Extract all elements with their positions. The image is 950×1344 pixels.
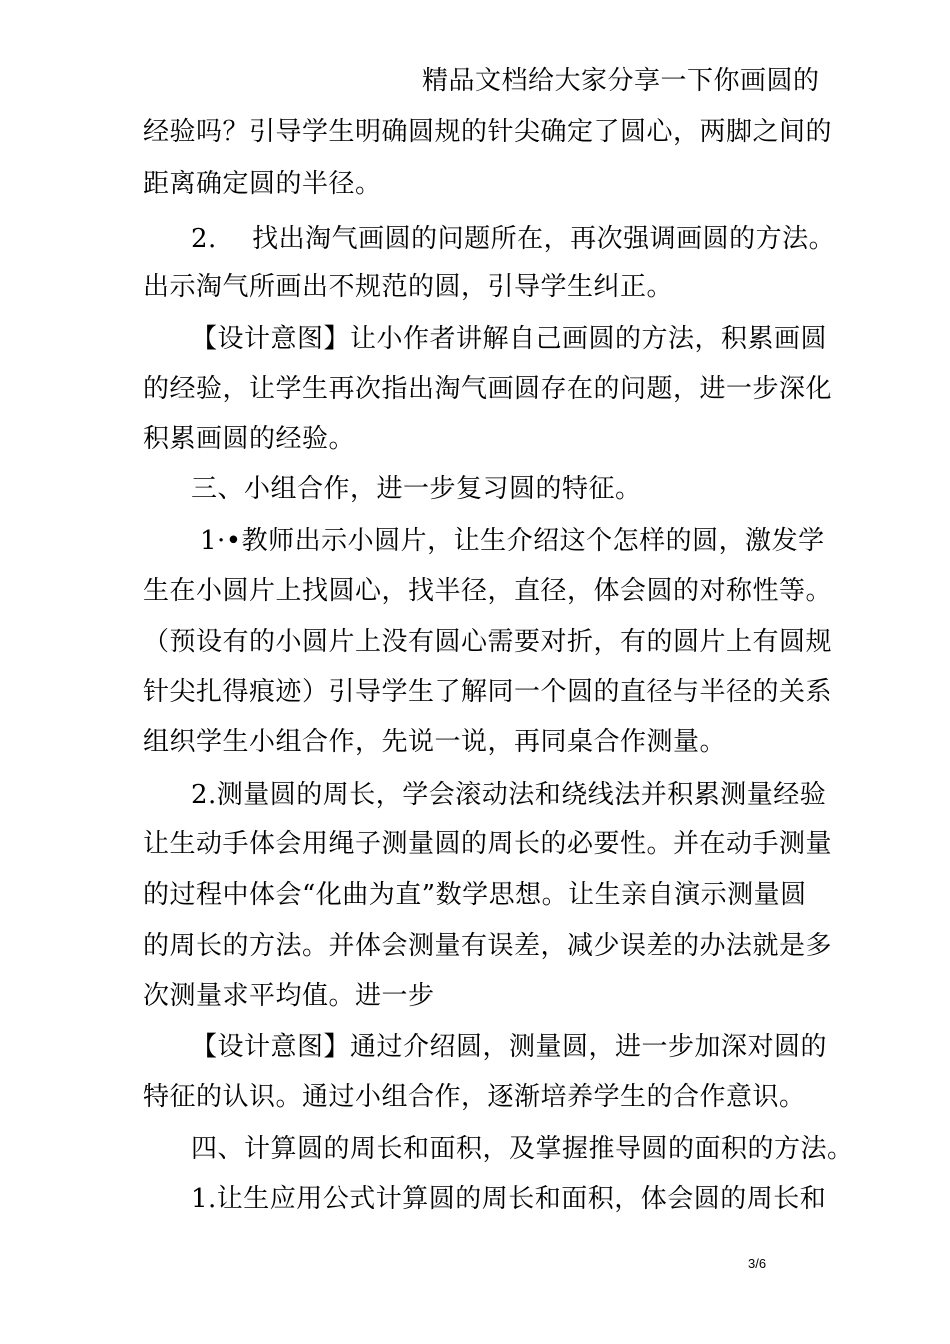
text-line: 出示淘气所画出不规范的圆，引导学生纠正。 (143, 272, 674, 302)
page-number: 3/6 (748, 1256, 767, 1271)
text-line: 1·•教师出示小圆片，让生介绍这个怎样的圆，激发学 (200, 526, 825, 556)
text-line: 组织学生小组合作，先说一说，再同桌合作测量。 (143, 727, 727, 757)
text-line: 【设计意图】通过介绍圆，测量圆，进一步加深对圆的 (191, 1032, 828, 1062)
text-line: 的经验，让学生再次指出淘气画圆存在的问题，进一步深化 (143, 374, 833, 404)
text-line: 生在小圆片上找圆心，找半径，直径，体会圆的对称性等。 (143, 576, 833, 606)
text-line: 特征的认识。通过小组合作，逐渐培养学生的合作意识。 (143, 1082, 806, 1112)
text-line: 的过程中体会“化曲为直”数学思想。让生亲自演示测量圆 (143, 880, 807, 910)
section-heading: 三、小组合作，进一步复习圆的特征。 (191, 474, 642, 504)
text-line: 次测量求平均值。进一步 (143, 981, 435, 1011)
text-line: 2. 找出淘气画圆的问题所在，再次强调画圆的方法。 (191, 224, 836, 254)
text-line: 的周长的方法。并体会测量有误差，减少误差的办法就是多 (143, 931, 833, 961)
section-heading: 四、计算圆的周长和面积，及掌握推导圆的面积的方法。 (191, 1134, 854, 1164)
text-line: 1.让生应用公式计算圆的周长和面积，体会圆的周长和 (191, 1184, 827, 1214)
header-line: 精品文档给大家分享一下你画圆的 (422, 66, 820, 96)
text-line: 让生动手体会用绳子测量圆的周长的必要性。并在动手测量 (143, 829, 833, 859)
text-line: 针尖扎得痕迹）引导学生了解同一个圆的直径与半径的关系 (143, 677, 833, 707)
text-line: 【设计意图】让小作者讲解自己画圆的方法，积累画圆 (191, 324, 828, 354)
text-line: 2.测量圆的周长，学会滚动法和绕线法并积累测量经验 (191, 780, 827, 810)
text-line: 距离确定圆的半径。 (143, 169, 382, 199)
text-line: 积累画圆的经验。 (143, 424, 356, 454)
text-line: （预设有的小圆片上没有圆心需要对折，有的圆片上有圆规 (143, 627, 833, 657)
text-line: 经验吗？引导学生明确圆规的针尖确定了圆心，两脚之间的 (143, 117, 833, 147)
